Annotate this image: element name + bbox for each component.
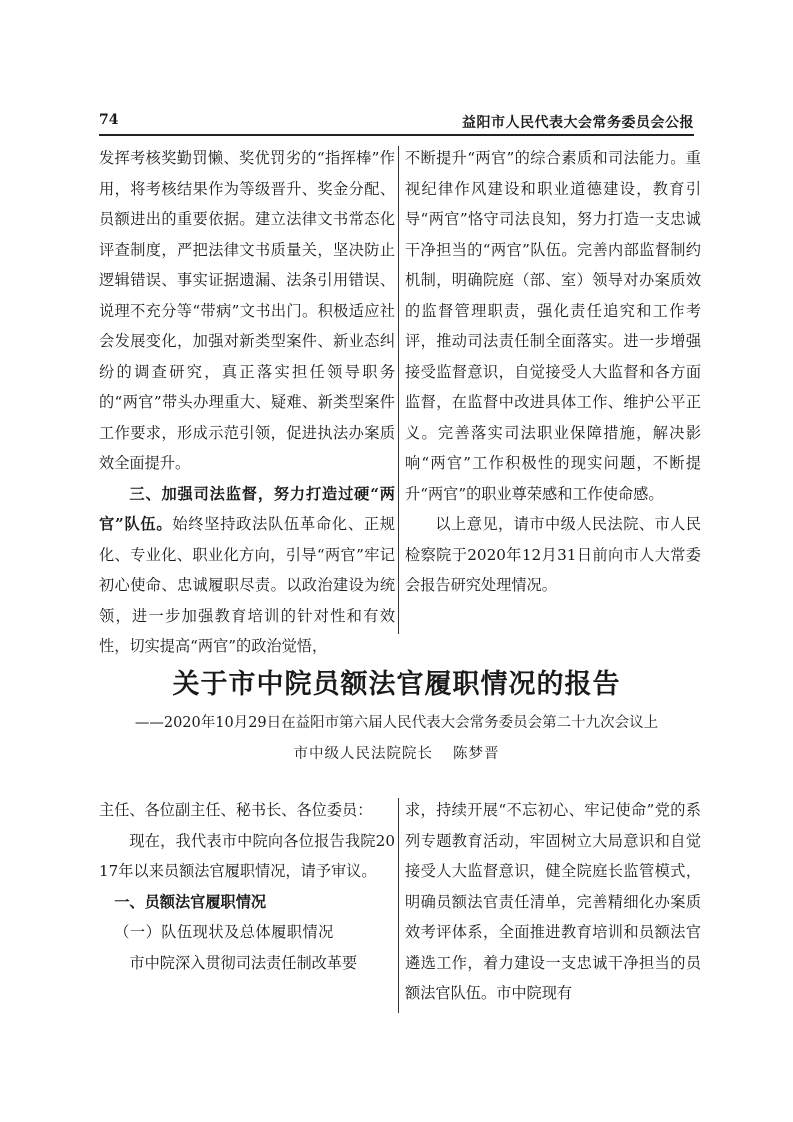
speaker-name: 陈梦晋 (453, 746, 500, 762)
paragraph: 市中院深入贯彻司法责任制改革要 (129, 953, 358, 972)
section-heading: 一、员额法官履职情况 (114, 892, 267, 911)
section-heading: 三、加强司法监督，努力打造过硬“两官”队伍。 (99, 484, 395, 533)
paragraph: 求，持续开展“不忘初心、牢记使命”党的系列专题教育活动，牢固树立大局意识和自觉接受人大监督意识，健全院庭长监管模式，明确员额法官责任清单，完善精细化办案质效考评体系，全面推进教育培训和员额法官遴选工作，着力建设一支忠诚干净担当的员额法官队伍。市中院现有 (405, 801, 701, 1002)
paragraph: 以上意见，请市中级人民法院、市人民检察院于2020年12月31日前向市人大常委会报告研究处理情况。 (405, 515, 701, 594)
column-divider (398, 146, 399, 634)
upper-right-column (405, 143, 701, 601)
journal-title: 益阳市人民代表大会常务委员会公报 (462, 115, 694, 131)
speaker-role: 市中级人民法院院长 (293, 746, 433, 762)
section-body: 始终坚持政法队伍革命化、正规化、专业化、职业化方向，引导“两官”牢记初心使命、忠诚履职尽责。以政治建设为统领，进一步加强教育培训的针对性和有效性，切实提高“两官”的政治觉悟， (99, 515, 395, 655)
article-subtitle: ——2020年10月29日在益阳市第六届人民代表大会常务委员会第二十九次会议上 (134, 715, 659, 731)
speaker-line (99, 742, 694, 763)
article-title: 关于市中院员额法官履职情况的报告 (172, 669, 621, 700)
paragraph: 发挥考核奖勤罚懒、奖优罚劣的“指挥棒”作用，将考核结果作为等级晋升、奖金分配、员额进出的重要依据。建立法律文书常态化评查制度，严把法律文书质量关，坚决防止逻辑错误、事实证据遗漏、法条引用错误、说理不充分等“带病”文书出门。积极适应社会发展变化，加强对新类型案件、新业态纠纷的调查研究，真正落实担任领导职务的“两官”带头办理重大、疑难、新类型案件工作要求，形成示范引领，促进执法办案质效全面提升。 (99, 149, 395, 472)
salutation: 主任、各位副主任、秘书长、各位委员： (99, 801, 373, 819)
column-divider (398, 798, 399, 1013)
page-number: 74 (99, 112, 119, 128)
paragraph: 不断提升“两官”的综合素质和司法能力。重视纪律作风建设和职业道德建设，教育引导“两官”恪守司法良知，努力打造一支忠诚干净担当的“两官”队伍。完善内部监督制约机制，明确院庭（部、室）领导对办案质效的监督管理职责，强化责任追究和工作考评，推动司法责任制全面落实。进一步增强接受监督意识，自觉接受人大监督和各方面监督，在监督中改进具体工作、维护公平正义。完善落实司法职业保障措施，解决影响“两官”工作积极性的现实问题，不断提升“两官”的职业尊荣感和工作使命感。 (405, 149, 701, 503)
lower-left-column (99, 795, 395, 978)
lower-right-column (405, 795, 701, 1009)
page-header (99, 110, 694, 136)
subsection-heading: （一）队伍现状及总体履职情况 (114, 923, 334, 941)
upper-left-column (99, 143, 395, 662)
section-paragraph (99, 479, 395, 662)
paragraph: 现在，我代表市中院向各位报告我院2017年以来员额法官履职情况，请予审议。 (99, 831, 395, 880)
